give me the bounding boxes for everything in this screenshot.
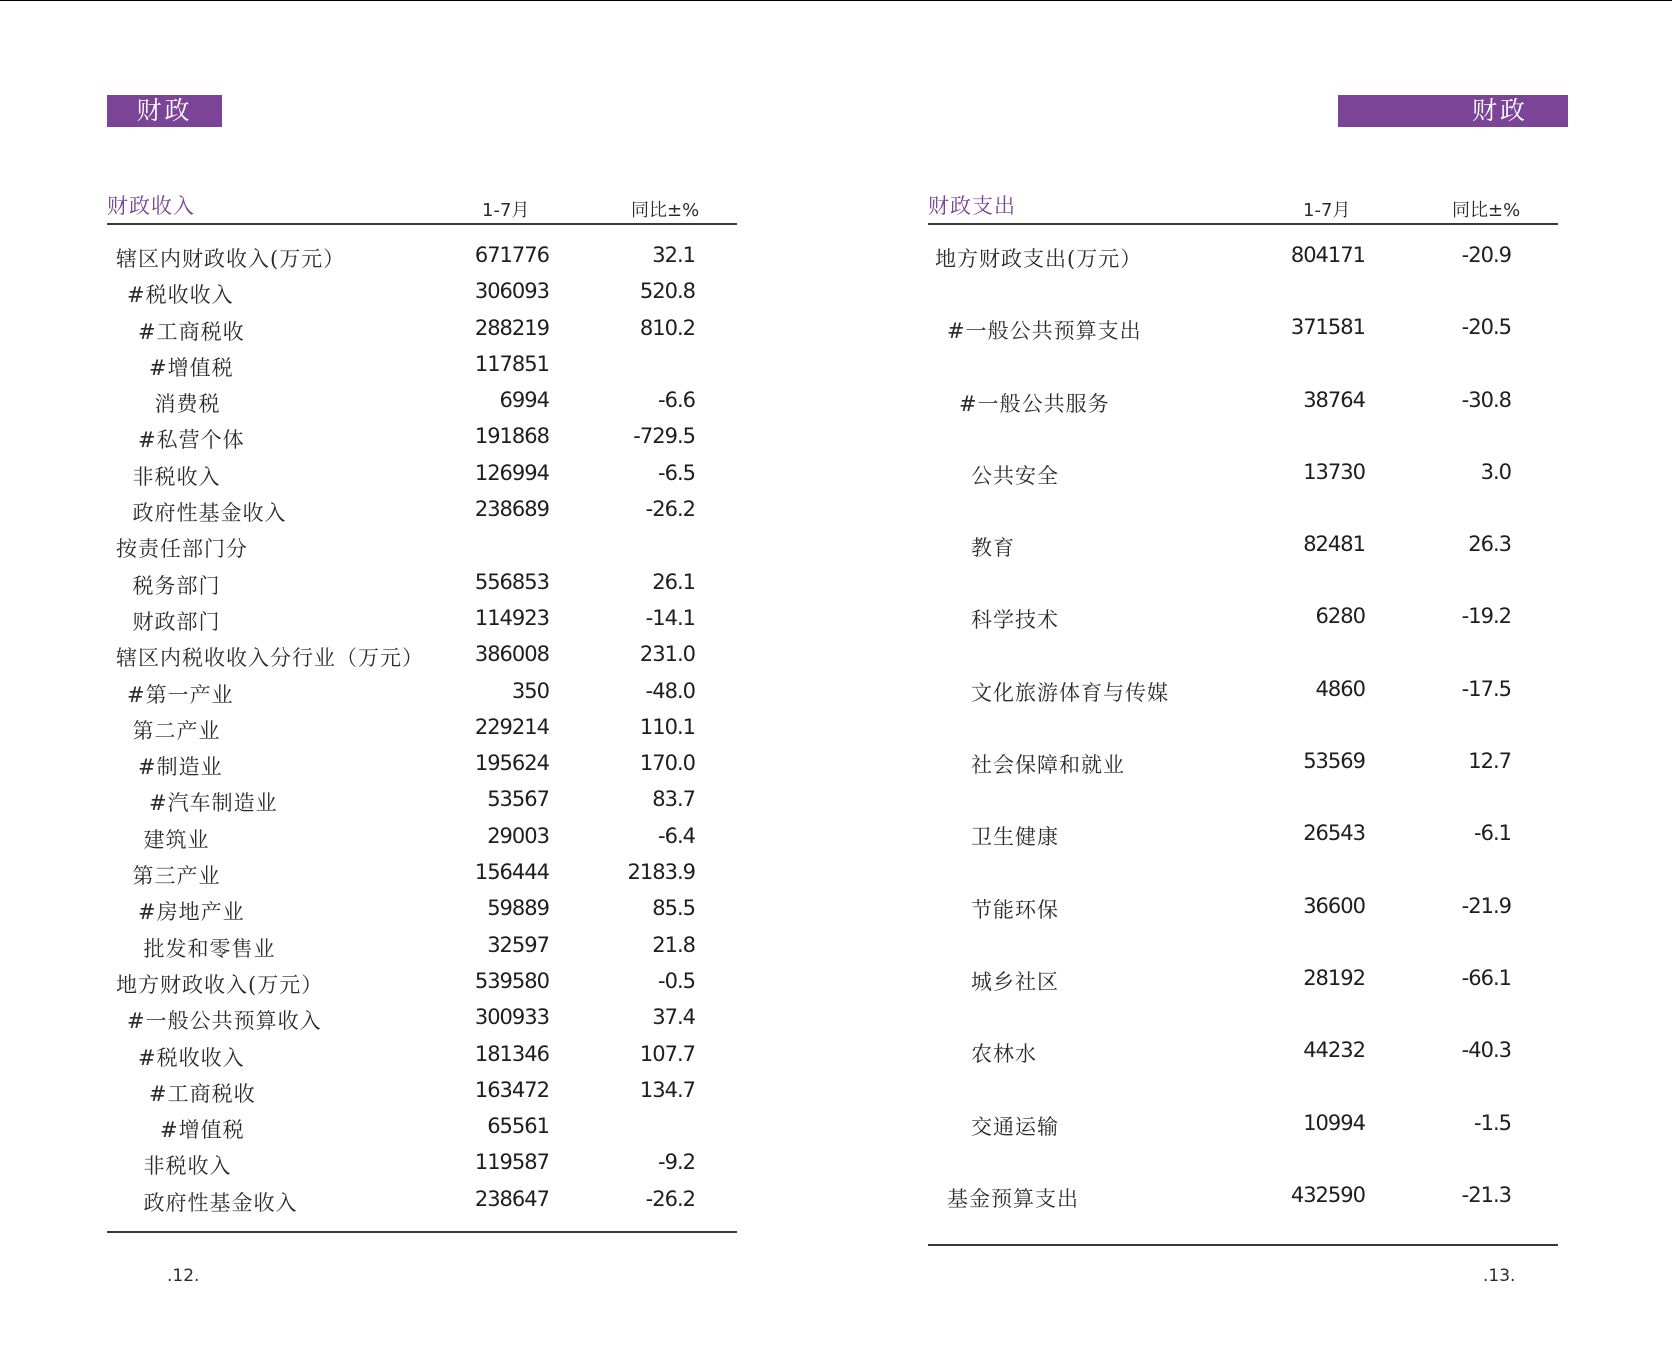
row-label: 城乡社区 [971,969,1059,994]
row-value: 556853 [474,569,549,594]
row-value: 191868 [474,424,549,449]
row-yoy: -9.2 [658,1150,695,1175]
row-label: #私营个体 [138,428,245,453]
table-row [107,1042,737,1078]
row-yoy: 12.7 [1468,749,1511,774]
row-yoy: 32.1 [652,243,695,267]
row-label: 第三产业 [132,864,221,889]
table-row [928,243,1558,315]
table-row [107,787,737,823]
row-label: 社会保障和就业 [971,753,1125,778]
revenue-section-title: 财政收入 [107,194,195,218]
row-yoy: -20.5 [1461,315,1511,340]
row-value: 539580 [474,968,549,993]
revenue-col-yoy: 同比±% [631,200,700,221]
row-yoy: -21.9 [1461,893,1511,918]
page-number-left: .12. [167,1266,200,1286]
row-label: 教育 [971,536,1015,561]
row-label: 第二产业 [132,718,221,743]
row-value: 288219 [474,315,549,340]
row-value: 163472 [474,1077,549,1102]
section-tab-right: 财政 [1338,95,1568,127]
table-row [928,821,1558,893]
row-label: #一般公共服务 [959,391,1110,416]
table-row [107,352,737,388]
expenditure-table-header [928,186,1558,225]
row-value: 82481 [1303,532,1365,557]
table-row [107,679,737,715]
table-row [107,715,737,751]
table-row [928,749,1558,821]
row-value: 4860 [1315,676,1365,701]
section-tab-left: 财政 [107,95,222,127]
row-value: 238647 [474,1186,549,1211]
row-yoy: -48.0 [645,678,695,703]
row-label: 非税收入 [143,1154,232,1179]
table-row [928,315,1558,387]
row-yoy: 26.3 [1468,532,1511,557]
table-row [107,1078,737,1114]
row-value: 181346 [474,1041,549,1066]
row-yoy: -14.1 [645,605,695,630]
row-yoy: -729.5 [633,424,695,449]
row-yoy: 520.8 [639,279,695,304]
revenue-col-period: 1-7月 [482,200,530,221]
row-yoy: -17.5 [1461,676,1511,701]
table-row [928,532,1558,604]
row-value: 59889 [487,896,549,921]
row-value: 195624 [474,751,549,776]
row-value: 804171 [1290,243,1365,267]
row-yoy: -40.3 [1461,1038,1511,1063]
row-label: 辖区内财政收入(万元） [116,247,346,271]
table-row [928,460,1558,532]
row-yoy: -6.6 [658,388,695,413]
table-row [107,461,737,497]
row-yoy: -66.1 [1461,965,1511,990]
row-value: 156444 [474,860,549,885]
row-label: 财政部门 [132,609,221,634]
row-label: 政府性基金收入 [132,501,287,526]
row-value: 29003 [487,823,549,848]
row-label: 文化旅游体育与传媒 [971,680,1169,705]
row-label: #房地产业 [138,900,245,925]
row-label: 辖区内税收收入分行业（万元） [116,646,424,671]
table-row [107,751,737,787]
row-yoy: -6.1 [1474,821,1511,846]
row-label: 公共安全 [971,463,1059,488]
row-yoy: -19.2 [1461,604,1511,629]
table-row [107,316,737,352]
row-yoy: -0.5 [658,968,695,993]
table-row [107,896,737,932]
row-label: 科学技术 [971,608,1059,633]
table-row [107,969,737,1005]
row-value: 117851 [474,351,549,376]
expenditure-section-title: 财政支出 [928,194,1016,218]
row-label: #制造业 [138,755,223,780]
row-yoy: 110.1 [639,714,695,739]
table-row [107,1114,737,1150]
row-label: 税务部门 [132,573,221,598]
row-label: 政府性基金收入 [143,1190,298,1215]
row-label: 地方财政收入(万元） [116,972,324,997]
table-row [107,606,737,642]
table-row [928,894,1558,966]
row-value: 119587 [474,1150,549,1175]
row-yoy: 134.7 [639,1077,695,1102]
row-yoy: 2183.9 [627,860,695,885]
row-label: 交通运输 [971,1114,1059,1139]
page-number-right: .13. [1483,1266,1516,1286]
row-value: 371581 [1290,315,1365,340]
table-row [107,860,737,896]
row-yoy: -26.2 [645,497,695,522]
table-row [107,533,737,569]
row-label: 消费税 [154,392,221,417]
row-yoy: -30.8 [1461,387,1511,412]
row-value: 10994 [1303,1110,1365,1135]
table-row [928,966,1558,1038]
table-row [928,1111,1558,1183]
table-row [107,243,737,279]
row-value: 53569 [1303,749,1365,774]
row-yoy: 83.7 [652,787,695,812]
row-label: #一般公共预算支出 [947,319,1142,344]
expenditure-col-yoy: 同比±% [1452,200,1521,221]
row-value: 53567 [487,787,549,812]
expenditure-table-bottom-rule [928,1244,1558,1246]
row-label: 农林水 [971,1042,1037,1067]
table-row [107,933,737,969]
row-value: 6994 [499,388,549,413]
table-row [928,388,1558,460]
expenditure-col-period: 1-7月 [1303,200,1351,221]
row-yoy: 231.0 [639,642,695,667]
row-label: #增值税 [160,1118,245,1143]
row-value: 432590 [1290,1182,1365,1207]
row-yoy: -20.9 [1461,243,1511,267]
row-value: 32597 [487,932,549,957]
row-value: 238689 [474,497,549,522]
table-row [107,424,737,460]
expenditure-table [928,186,1558,1255]
row-yoy: 37.4 [652,1005,695,1030]
table-row [107,642,737,678]
row-label: #第一产业 [127,682,234,707]
row-yoy: 26.1 [652,569,695,594]
table-row [107,570,737,606]
row-yoy: 810.2 [639,315,695,340]
row-label: #增值税 [149,355,234,380]
row-label: 建筑业 [143,827,210,852]
row-yoy: 21.8 [652,932,695,957]
table-row [107,824,737,860]
table-row [928,604,1558,676]
row-label: #税收收入 [138,1045,245,1070]
expenditure-rows [928,225,1558,1255]
table-row [107,1005,737,1041]
row-label: #一般公共预算收入 [127,1009,322,1034]
row-value: 671776 [474,243,549,267]
row-value: 28192 [1303,965,1365,990]
table-row [107,1150,737,1186]
row-yoy: -1.5 [1474,1110,1511,1135]
row-label: 地方财政支出(万元） [935,247,1143,271]
table-row [107,279,737,315]
row-label: 批发和零售业 [143,936,276,961]
row-value: 114923 [474,605,549,630]
row-value: 6280 [1315,604,1365,629]
row-label: 节能环保 [971,897,1059,922]
row-value: 13730 [1303,459,1365,484]
row-label: 按责任部门分 [116,537,248,562]
revenue-table-bottom-rule [107,1231,737,1233]
row-yoy: 107.7 [639,1041,695,1066]
row-label: 卫生健康 [971,825,1059,850]
row-value: 26543 [1303,821,1365,846]
row-label: 非税收入 [132,464,221,489]
row-value: 300933 [474,1005,549,1030]
revenue-table [107,186,737,1223]
row-label: #工商税收 [149,1081,256,1106]
row-label: 基金预算支出 [947,1186,1079,1211]
page-top-rule [0,0,1672,1]
row-value: 229214 [474,714,549,739]
table-row [107,497,737,533]
row-yoy: 85.5 [652,896,695,921]
row-label: #税收收入 [127,283,234,308]
table-row [107,1187,737,1223]
row-value: 36600 [1303,893,1365,918]
row-yoy: -6.5 [658,460,695,485]
row-value: 44232 [1303,1038,1365,1063]
row-yoy: -21.3 [1461,1182,1511,1207]
table-row [107,388,737,424]
row-value: 350 [511,678,549,703]
row-label: #工商税收 [138,319,245,344]
row-value: 306093 [474,279,549,304]
row-yoy: -6.4 [658,823,695,848]
row-value: 38764 [1303,387,1365,412]
row-value: 386008 [474,642,549,667]
table-row [928,677,1558,749]
revenue-rows [107,225,737,1223]
row-yoy: 3.0 [1480,459,1511,484]
row-value: 65561 [487,1114,549,1139]
revenue-table-header [107,186,737,225]
row-value: 126994 [474,460,549,485]
row-yoy: 170.0 [639,751,695,776]
row-label: #汽车制造业 [149,791,278,816]
row-yoy: -26.2 [645,1186,695,1211]
table-row [928,1038,1558,1110]
